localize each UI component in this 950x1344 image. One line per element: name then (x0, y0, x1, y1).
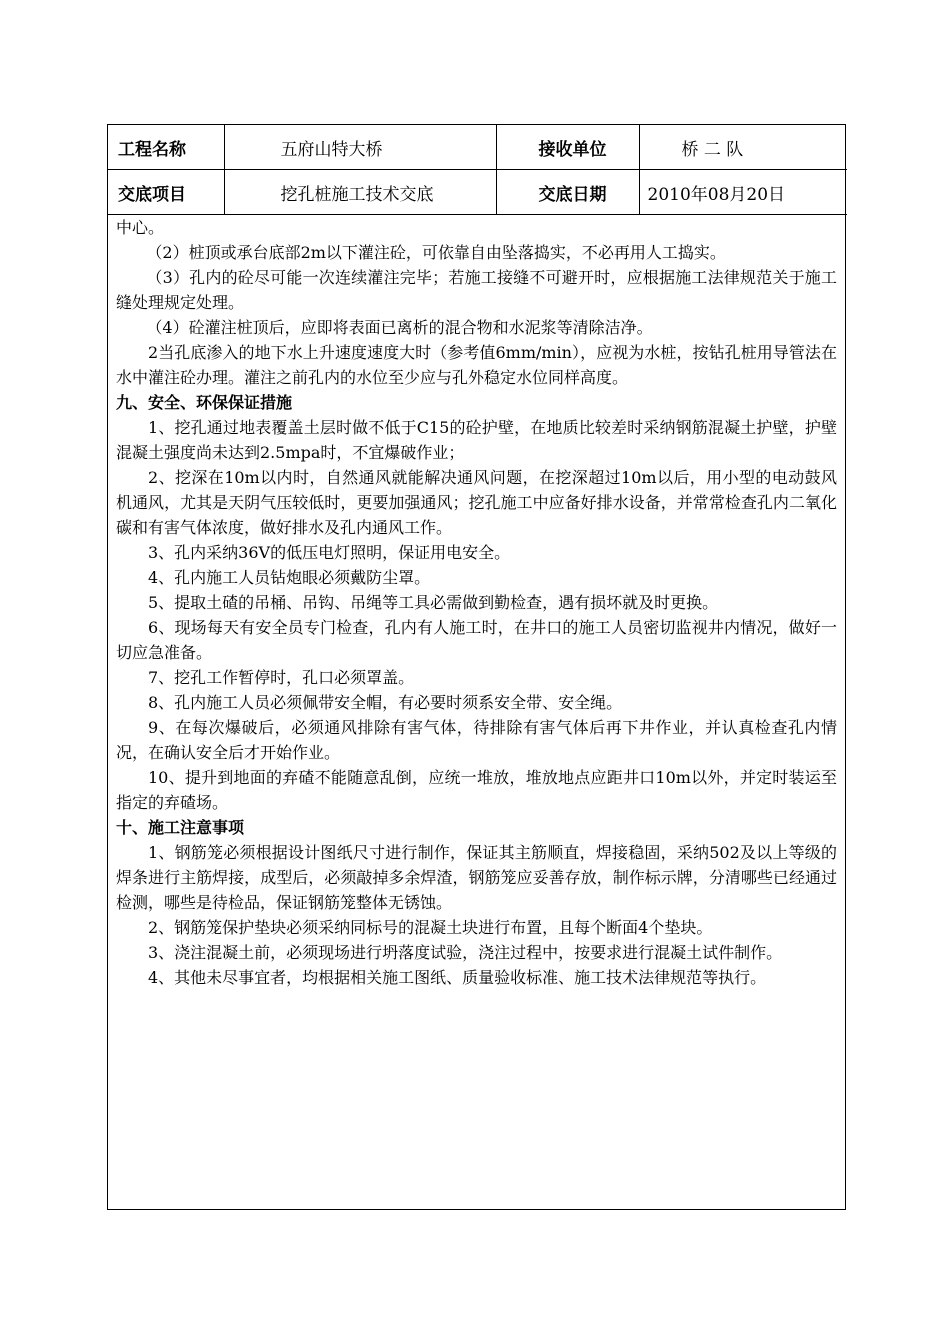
item-value: 挖孔桩施工技术交底 (224, 170, 496, 215)
header-row-1 (108, 125, 847, 170)
list-item: 8、孔内施工人员必须佩带安全帽，有必要时须系安全带、安全绳。 (148, 693, 623, 712)
paragraph: （3）孔内的砼尽可能一次连续灌注完毕；若施工接缝不可避开时，应根据施工法律规范关于施工缝处理规定处理。 (116, 268, 837, 312)
list-item: 3、浇注混凝土前，必须现场进行坍落度试验，浇注过程中，按要求进行混凝土试件制作。 (148, 943, 783, 962)
list-item: 4、其他未尽事宜者，均根据相关施工图纸、质量验收标准、施工技术法律规范等执行。 (148, 968, 767, 987)
list-item: 1、钢筋笼必须根据设计图纸尺寸进行制作，保证其主筋顺直，焊接稳固，采纳502及以上等级的焊条进行主筋焊接，成型后，必须敲掉多余焊渣，钢筋笼应妥善存放，制作标示牌，分清哪些已经通过检测，哪些是待检品，保证钢筋笼整体无锈蚀。 (116, 843, 837, 912)
project-name-label: 工程名称 (108, 125, 224, 170)
paragraph: （2）桩顶或承台底部2m以下灌注砼，可依靠自由坠落捣实，不必再用人工捣实。 (146, 243, 726, 262)
header-row-2 (108, 170, 847, 215)
list-item: 3、孔内采纳36V的低压电灯照明，保证用电安全。 (148, 543, 511, 562)
list-item: 4、孔内施工人员钻炮眼必须戴防尘罩。 (148, 568, 431, 587)
continued-line: 中心。 (116, 218, 165, 237)
receiver-label: 接收单位 (496, 125, 639, 170)
item-label: 交底项目 (108, 170, 224, 215)
list-item: 9、在每次爆破后，必须通风排除有害气体，待排除有害气体后再下井作业，并认真检查孔内情况，在确认安全后才开始作业。 (116, 718, 837, 762)
paragraph: （4）砼灌注桩顶后，应即将表面已离析的混合物和水泥浆等清除洁净。 (146, 318, 653, 337)
project-name-value: 五府山特大桥 (224, 125, 496, 170)
list-item: 10、提升到地面的弃碴不能随意乱倒，应统一堆放，堆放地点应距井口10m以外，并定时装运至指定的弃碴场。 (116, 768, 837, 812)
date-value: 2010年08月20日 (639, 170, 847, 215)
receiver-value: 桥 二 队 (639, 125, 847, 170)
list-item: 7、挖孔工作暂停时，孔口必须罩盖。 (148, 668, 415, 687)
header-table (108, 125, 847, 215)
list-item: 1、挖孔通过地表覆盖土层时做不低于C15的砼护壁，在地质比较差时采纳钢筋混凝土护壁，护壁混凝土强度尚未达到2.5mpa时，不宜爆破作业； (116, 418, 837, 462)
list-item: 6、现场每天有安全员专门检查，孔内有人施工时，在井口的施工人员密切监视井内情况，做好一切应急准备。 (116, 618, 837, 662)
date-label: 交底日期 (496, 170, 639, 215)
section-9-title: 九、安全、环保保证措施 (116, 393, 293, 412)
section-10-title: 十、施工注意事项 (116, 818, 245, 837)
list-item: 5、提取土碴的吊桶、吊钩、吊绳等工具必需做到勤检查，遇有损坏就及时更换。 (148, 593, 719, 612)
list-item: 2、钢筋笼保护垫块必须采纳同标号的混凝土块进行布置，且每个断面4个垫块。 (148, 918, 713, 937)
list-item: 2、挖深在10m以内时，自然通风就能解决通风问题，在挖深超过10m以后，用小型的电动鼓风机通风，尤其是天阴气压较低时，更要加强通风；挖孔施工中应备好排水设备，并常常检查孔内二氧化碳和有害气体浓度，做好排水及孔内通风工作。 (116, 468, 837, 537)
content-body (108, 215, 845, 990)
paragraph: 2当孔底渗入的地下水上升速度速度大时（参考值6mm/min），应视为水桩，按钻孔桩用导管法在水中灌注砼办理。灌注之前孔内的水位至少应与孔外稳定水位同样高度。 (116, 343, 837, 387)
document-sheet (107, 124, 846, 1210)
